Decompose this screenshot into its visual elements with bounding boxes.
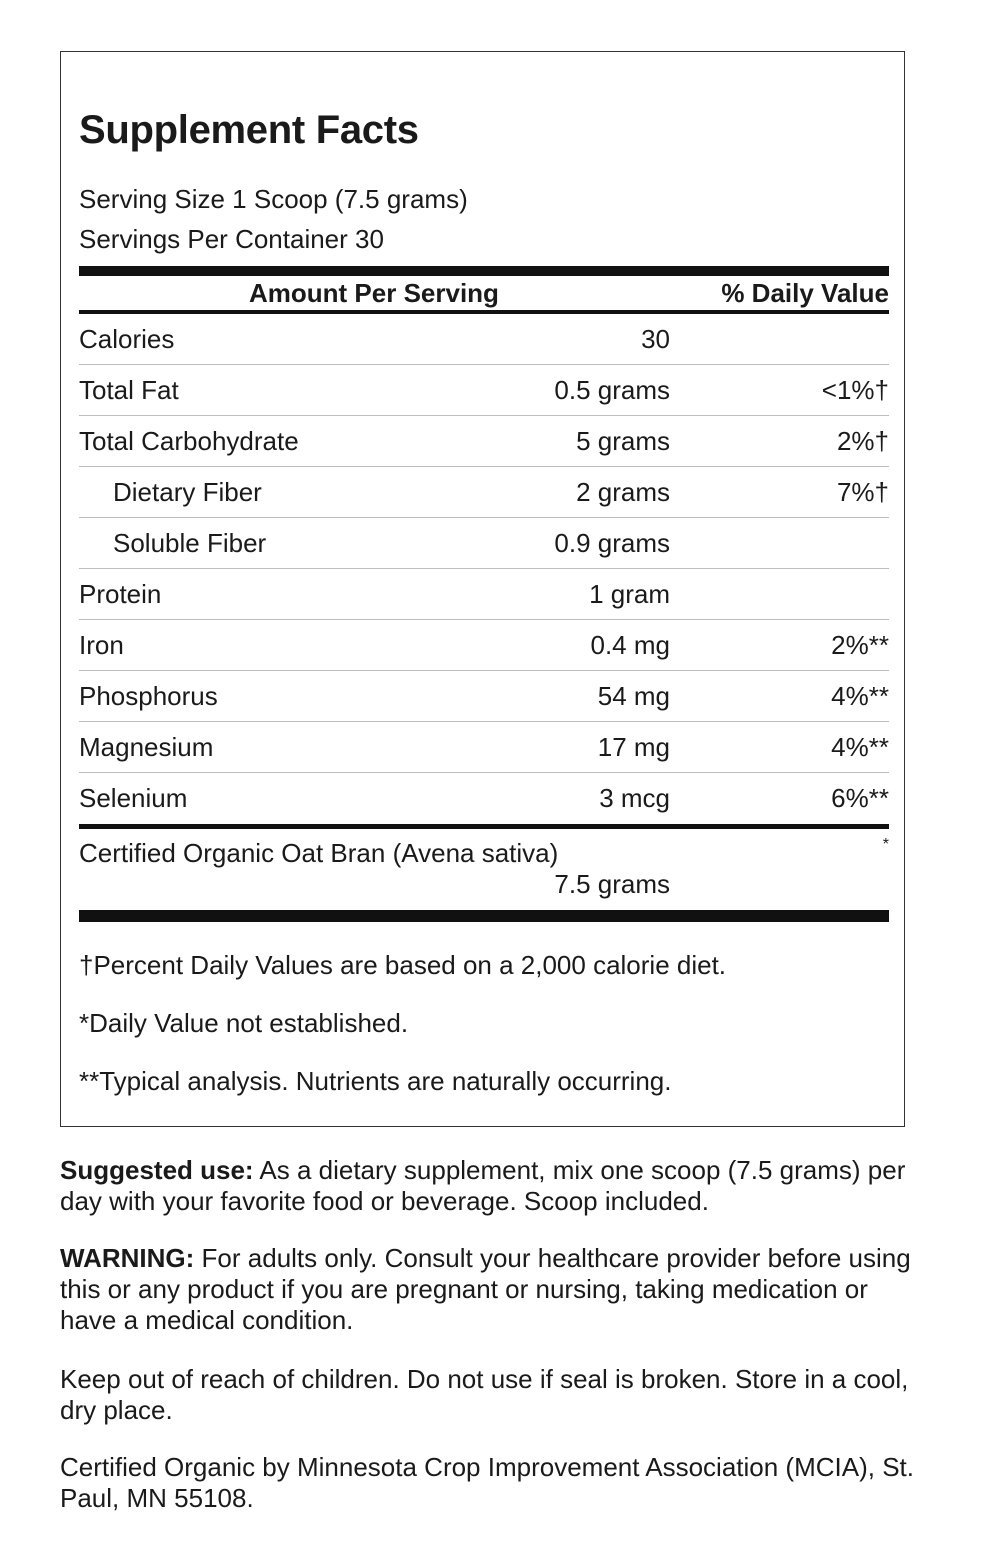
nutrient-row-protein [79,569,889,620]
ingredient-row-oat-bran [79,834,889,904]
ingredient-divider [79,824,889,829]
nutrient-dv: 6%** [831,783,889,813]
nutrient-name: Soluble Fiber [113,528,267,558]
nutrient-row-selenium [79,773,889,824]
nutrient-amount: 0.9 grams [554,528,670,558]
nutrient-amount: 3 mcg [599,783,670,813]
suggested-use-paragraph [60,1155,920,1217]
nutrient-row-total-carbohydrate [79,416,889,467]
footnote-asterisk: *Daily Value not established. [79,1008,409,1038]
suggested-use-text: As a dietary supplement, mix one scoop (7.5 grams) per day with your favorite food or beverage. Scoop included. [60,1155,906,1216]
nutrient-name: Total Fat [79,375,179,405]
nutrient-amount: 0.4 mg [590,630,670,660]
thick-divider-top [79,266,889,276]
nutrient-dv: 7%† [836,477,889,507]
warning-paragraph [60,1243,920,1336]
nutrient-name: Magnesium [79,732,214,762]
nutrient-name: Iron [79,630,124,660]
nutrient-row-magnesium [79,722,889,773]
nutrient-dv: 4%** [831,732,889,762]
nutrient-row-total-fat [79,365,889,416]
footnote-double-asterisk: **Typical analysis. Nutrients are naturally occurring. [79,1066,672,1096]
nutrient-name: Dietary Fiber [113,477,262,507]
nutrient-name: Protein [79,579,162,609]
nutrient-amount: 0.5 grams [554,375,670,405]
nutrient-row-phosphorus [79,671,889,722]
warning-text: For adults only. Consult your healthcare provider before using this or any product if you are pregnant or nursing, taking medication or have a medical condition. [60,1243,911,1335]
nutrient-amount: 2 grams [576,477,670,507]
warning-label: WARNING: [60,1243,195,1273]
nutrient-name: Calories [79,324,175,354]
footnote-dagger: †Percent Daily Values are based on a 2,000 calorie diet. [79,950,727,980]
storage-paragraph: Keep out of reach of children. Do not use if seal is broken. Store in a cool, dry place. [60,1364,909,1425]
ingredient-amount: 7.5 grams [554,869,670,899]
ingredient-dv: * [882,836,889,853]
nutrient-amount: 5 grams [576,426,670,456]
nutrient-amount: 1 gram [589,579,670,609]
thick-divider-bottom [79,910,889,922]
certification-paragraph: Certified Organic by Minnesota Crop Improvement Association (MCIA), St. Paul, MN 55108. [60,1452,914,1513]
nutrient-row-iron [79,620,889,671]
nutrient-dv: 2%** [831,630,889,660]
panel-title: Supplement Facts [79,108,419,152]
nutrient-name: Total Carbohydrate [79,426,299,456]
nutrient-row-dietary-fiber [79,467,889,518]
nutrient-amount: 30 [641,324,670,354]
column-header-row [79,278,889,310]
nutrient-name: Phosphorus [79,681,218,711]
nutrient-dv: 2%† [836,426,889,456]
nutrient-name: Selenium [79,783,188,813]
servings-per-container: Servings Per Container 30 [79,224,384,254]
nutrient-amount: 54 mg [597,681,670,711]
ingredient-name: Certified Organic Oat Bran (Avena sativa) [79,838,559,868]
nutrient-amount: 17 mg [597,732,670,762]
daily-value-header: % Daily Value [721,278,889,308]
serving-size: Serving Size 1 Scoop (7.5 grams) [79,184,468,214]
nutrient-dv: <1%† [821,375,889,405]
supplement-facts-panel [60,51,905,1127]
nutrient-dv: 4%** [831,681,889,711]
nutrient-row-soluble-fiber [79,518,889,569]
suggested-use-label: Suggested use: [60,1155,254,1185]
amount-per-serving-header: Amount Per Serving [249,278,499,308]
nutrient-row-calories [79,314,889,365]
